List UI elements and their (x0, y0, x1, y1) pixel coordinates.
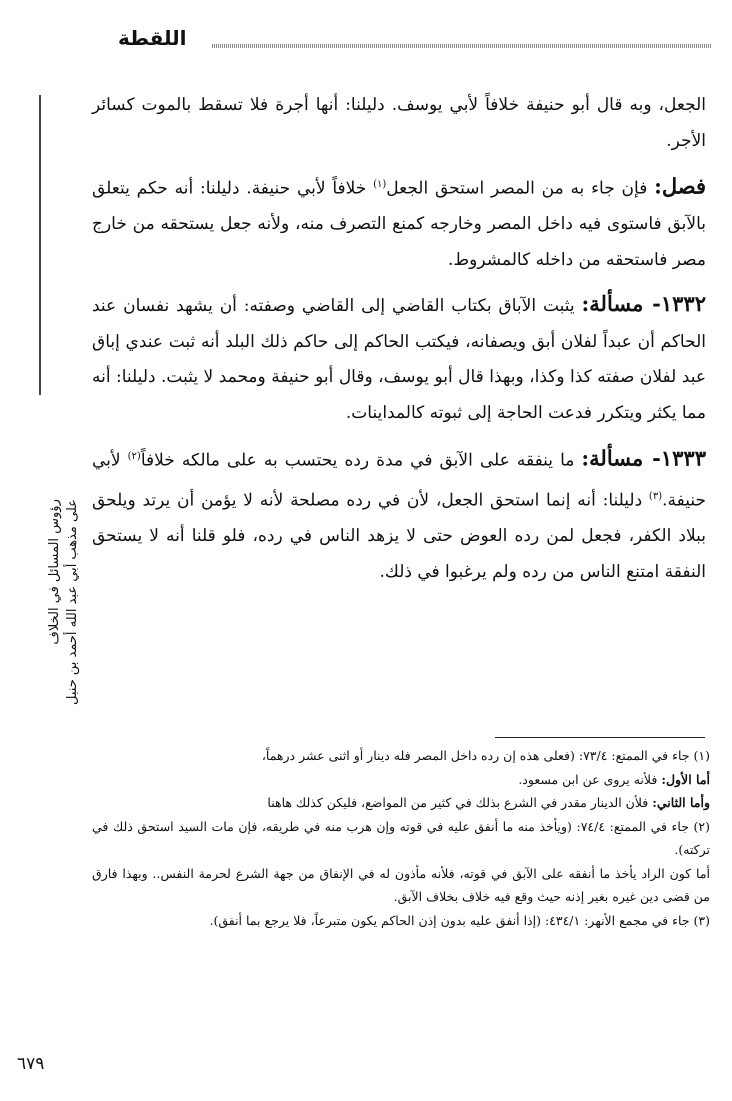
section-heading-fasl: فصل: (654, 173, 706, 199)
footnote-ref-3: (٣) (648, 491, 663, 503)
footnote-1-b-head: أما الأول: (661, 771, 710, 787)
footnote-1-b-text: فلأنه يروى عن ابن مسعود. (518, 771, 662, 787)
masala-1333-text-a: ما ينفقه على الآبق في مدة رده يحتسب به على مالكه خلافاً (140, 450, 582, 471)
footnote-1-line-a: (١) جاء في الممتع: ٧٣/٤: (فعلى هذه إن رده داخل المصر فله دينار أو اثنى عشر درهماً، (261, 748, 710, 763)
footnotes (92, 744, 710, 932)
footnote-3: (٣) جاء في مجمع الأنهر: ٤٣٤/١: (إذا أنفق عليه بدون إذن الحاكم يكون متبرعاً، فلا يرجع بما أنفق). (209, 912, 710, 928)
header-dotted-rule (212, 44, 712, 48)
main-text (92, 88, 706, 598)
footnote-1-line-b (92, 768, 710, 792)
footnote-1-c-text: فلأن الدينار مقدر في الشرع بذلك في كثير من المواضع، فليكن كذلك هاهنا (267, 795, 653, 810)
footnote-ref-1: (١) (373, 179, 387, 190)
footnote-2-line-b: أما كون الراد يأخذ ما أنفقه على الآبق في قوته، فلأنه مأذون له في الإنفاق من جهة الشرع لحرمة النفس.. وبهذا فارق من قضى دين غيره بغير إذنه حيث وقع فيه خلاف بخلاف الآبق. (92, 865, 710, 904)
fasl-text-a: فإن جاء به من المصر استحق الجعل (386, 178, 655, 199)
masala-1332-text: يثبت الآباق بكتاب القاضي إلى القاضي وصفته: أن يشهد نفسان عند الحاكم أن عبداً لفلان أبق ويصفانه، فيكتب الحاكم إلى حاكم ذلك البلد أنه ثبت عندي إباق عبد لفلان صفته كذا وكذا، وبهذا قال أبو يوسف، وقال أبو حنيفة ومحمد لا يثبت. دليلنا: أنه مما يكثر ويتكرر فدعت الحاجة إلى ثبوته كالمداينات. (92, 296, 706, 423)
page-number: ٦٧٩ (17, 1054, 45, 1074)
paragraph-fasl (92, 167, 706, 278)
book-title-line-2: على مذهب أبي عبد الله أحمد بن حنبل (65, 499, 80, 705)
paragraph-1: الجعل، وبه قال أبو حنيفة خلافاً لأبي يوسف. دليلنا: أنها أجرة فلا تسقط بالموت كسائر الأجر. (92, 95, 706, 151)
masala-1333-text-b: لأبي حنيفة. (92, 450, 706, 511)
book-title-line-1: رؤوس المسائل في الخلاف (47, 499, 62, 645)
running-header-title: اللقطة (118, 26, 187, 50)
margin-vertical-rule (39, 95, 41, 395)
footnote-separator (495, 737, 705, 738)
footnote-ref-2: (٢) (127, 451, 141, 463)
paragraph-masala-1332 (92, 286, 706, 431)
book-title-sidebar (46, 499, 82, 705)
fasl-text-b: خلافاً لأبي حنيفة. دليلنا: أنه حكم يتعلق بالآبق فاستوى فيه داخل المصر وخارجه كمنع التصرف منه، ولأنه جعل يستحقه من خارج مصر فاستحقه من داخله كالمشروط. (92, 178, 706, 270)
footnote-1-line-c (92, 791, 710, 815)
paragraph-masala-1333 (92, 439, 706, 590)
masala-1333-heading: ١٣٣٣- مسألة: (581, 445, 706, 471)
footnote-1-c-head: وأما الثاني: (652, 795, 710, 810)
masala-1332-heading: ١٣٣٢- مسألة: (581, 291, 706, 317)
masala-1333-text-c: دليلنا: أنه إنما استحق الجعل، لأن في رده مصلحة لأنه لا يؤمن أن يرتد ويلحق ببلاد الكفر، فجعل لمن رده العوض حتى لا يزهد الناس في رده، فلو قلنا أنه لا يستحق النفقة امتنع الناس من رده ولم يرغبوا في ذلك. (92, 490, 706, 582)
footnote-2-line-a: (٢) جاء في الممتع: ٧٤/٤: (ويأخذ منه ما أنفق عليه في قوته وإن هرب منه في طريقه، فإن مات السيد استحق ذلك في تركته). (92, 818, 710, 857)
